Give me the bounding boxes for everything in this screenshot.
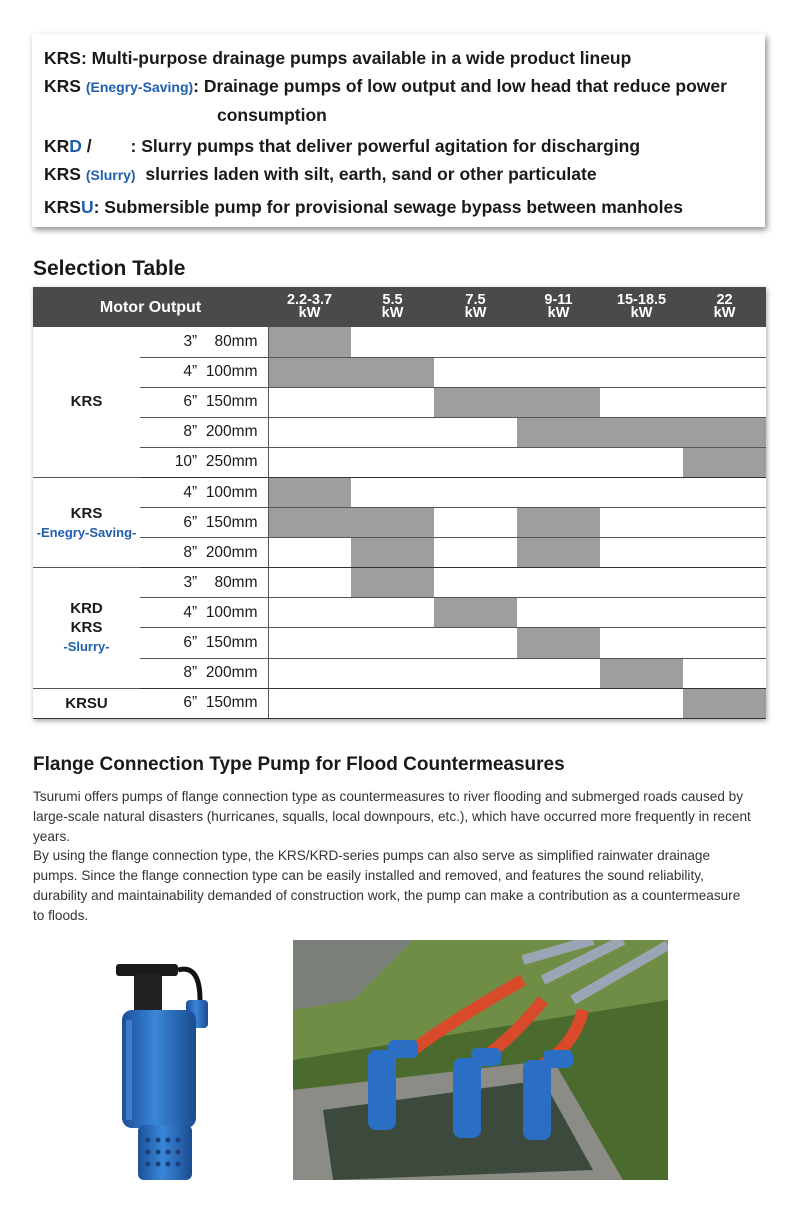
column-header: 22 kW bbox=[683, 287, 766, 327]
empty-cell bbox=[434, 477, 517, 507]
field-photo bbox=[293, 940, 668, 1180]
model-name: KRS bbox=[70, 393, 103, 411]
table-row bbox=[33, 628, 766, 658]
desc-krs bbox=[44, 44, 753, 72]
empty-cell bbox=[434, 417, 517, 447]
paragraph: Tsurumi offers pumps of flange connection type as countermeasures to river flooding and submerged roads caused by large-scale natural disasters (hurricanes, squalls, local downpours, etc.), which have occurred more frequently in recent years. bbox=[33, 789, 751, 844]
desc-text: Slurry pumps that deliver powerful agitation for discharging bbox=[141, 136, 641, 156]
size-cell: 6” 150mm bbox=[140, 628, 268, 658]
empty-cell bbox=[268, 568, 351, 598]
model-cell bbox=[33, 477, 140, 567]
size-cell: 6” 150mm bbox=[140, 508, 268, 538]
applicable-cell bbox=[517, 538, 600, 568]
size-cell: 6” 150mm bbox=[140, 387, 268, 417]
applicable-cell bbox=[600, 658, 683, 688]
empty-cell bbox=[268, 598, 351, 628]
empty-cell bbox=[683, 508, 766, 538]
applicable-cell bbox=[268, 508, 351, 538]
column-header: 2.2-3.7 kW bbox=[268, 287, 351, 327]
size-cell: 10” 250mm bbox=[140, 447, 268, 477]
table-row bbox=[33, 327, 766, 357]
size-cell: 6” 150mm bbox=[140, 688, 268, 718]
size-cell: 3” 80mm bbox=[140, 568, 268, 598]
empty-cell bbox=[434, 357, 517, 387]
empty-cell bbox=[434, 688, 517, 718]
column-header: 5.5 kW bbox=[351, 287, 434, 327]
desc-key: KRD / : bbox=[44, 136, 142, 156]
column-header: 9-11 kW bbox=[517, 287, 600, 327]
size-cell: 4” 100mm bbox=[140, 357, 268, 387]
applicable-cell bbox=[268, 327, 351, 357]
table-row bbox=[33, 538, 766, 568]
model-cell bbox=[33, 688, 140, 718]
table-row bbox=[33, 447, 766, 477]
empty-cell bbox=[351, 628, 434, 658]
empty-cell bbox=[600, 598, 683, 628]
desc-key: KRS: bbox=[44, 48, 92, 68]
applicable-cell bbox=[268, 477, 351, 507]
size-cell: 8” 200mm bbox=[140, 658, 268, 688]
flange-section-title: Flange Connection Type Pump for Flood Countermeasures bbox=[33, 754, 565, 775]
empty-cell bbox=[434, 658, 517, 688]
applicable-cell bbox=[600, 417, 683, 447]
model-cell bbox=[33, 327, 140, 477]
model-cell bbox=[33, 568, 140, 688]
table-row bbox=[33, 568, 766, 598]
applicable-cell bbox=[683, 447, 766, 477]
empty-cell bbox=[517, 568, 600, 598]
desc-text: Multi-purpose drainage pumps available in a wide product lineup bbox=[91, 48, 632, 68]
model-name: KRSU bbox=[65, 694, 108, 712]
selection-body bbox=[33, 327, 766, 718]
table-header bbox=[33, 287, 766, 327]
empty-cell bbox=[600, 387, 683, 417]
empty-cell bbox=[600, 357, 683, 387]
column-header: 15-18.5 kW bbox=[600, 287, 683, 327]
empty-cell bbox=[268, 447, 351, 477]
empty-cell bbox=[600, 508, 683, 538]
empty-cell bbox=[351, 598, 434, 628]
empty-cell bbox=[517, 477, 600, 507]
empty-cell bbox=[351, 387, 434, 417]
column-header: 7.5 kW bbox=[434, 287, 517, 327]
applicable-cell bbox=[351, 538, 434, 568]
size-cell: 4” 100mm bbox=[140, 598, 268, 628]
empty-cell bbox=[517, 447, 600, 477]
empty-cell bbox=[683, 658, 766, 688]
empty-cell bbox=[351, 327, 434, 357]
desc-krd bbox=[44, 132, 753, 160]
size-cell: 8” 200mm bbox=[140, 417, 268, 447]
model-name: KRS bbox=[70, 504, 103, 522]
model-variant: -Slurry- bbox=[63, 639, 110, 655]
empty-cell bbox=[517, 357, 600, 387]
empty-cell bbox=[434, 447, 517, 477]
applicable-cell bbox=[683, 417, 766, 447]
empty-cell bbox=[683, 327, 766, 357]
applicable-cell bbox=[351, 357, 434, 387]
applicable-cell bbox=[351, 508, 434, 538]
table-row bbox=[33, 387, 766, 417]
desc-krs-energy-saving bbox=[44, 72, 753, 101]
selection-table bbox=[33, 287, 766, 719]
empty-cell bbox=[600, 477, 683, 507]
paragraph: By using the flange connection type, the KRS/KRD-series pumps can also serve as simplified rainwater drainage pumps. Since the flange connection type can be easily installed and removed, and features the sound reliability, durability and maintainability demanded of construction work, the pump can make a contribution as a countermeasure to floods. bbox=[33, 848, 741, 923]
desc-text: slurries laden with silt, earth, sand or other particulate bbox=[145, 164, 597, 184]
empty-cell bbox=[351, 417, 434, 447]
table-row bbox=[33, 357, 766, 387]
empty-cell bbox=[268, 538, 351, 568]
table-row bbox=[33, 417, 766, 447]
empty-cell bbox=[351, 447, 434, 477]
empty-cell bbox=[683, 598, 766, 628]
empty-cell bbox=[600, 688, 683, 718]
desc-text: Drainage pumps of low output and low head that reduce power bbox=[203, 76, 727, 96]
table-row bbox=[33, 598, 766, 628]
applicable-cell bbox=[517, 417, 600, 447]
empty-cell bbox=[351, 477, 434, 507]
selection-table-title: Selection Table bbox=[33, 257, 186, 280]
table-row bbox=[33, 658, 766, 688]
flange-section-body bbox=[33, 787, 753, 926]
empty-cell bbox=[351, 688, 434, 718]
empty-cell bbox=[683, 538, 766, 568]
empty-cell bbox=[683, 387, 766, 417]
empty-cell bbox=[517, 688, 600, 718]
product-description-box bbox=[32, 34, 765, 227]
empty-cell bbox=[517, 658, 600, 688]
empty-cell bbox=[268, 628, 351, 658]
empty-cell bbox=[683, 477, 766, 507]
desc-continuation: consumption bbox=[217, 105, 327, 125]
model-name: KRS bbox=[70, 619, 103, 637]
empty-cell bbox=[600, 538, 683, 568]
empty-cell bbox=[268, 387, 351, 417]
empty-cell bbox=[683, 357, 766, 387]
empty-cell bbox=[434, 327, 517, 357]
desc-text: Submersible pump for provisional sewage bypass between manholes bbox=[104, 197, 683, 217]
empty-cell bbox=[434, 538, 517, 568]
desc-key: KRS (Enegry-Saving): bbox=[44, 76, 204, 96]
table-row bbox=[33, 508, 766, 538]
empty-cell bbox=[600, 447, 683, 477]
applicable-cell bbox=[517, 508, 600, 538]
applicable-cell bbox=[683, 688, 766, 718]
empty-cell bbox=[434, 508, 517, 538]
model-variant: -Enegry-Saving- bbox=[36, 524, 137, 540]
empty-cell bbox=[268, 688, 351, 718]
desc-krsu bbox=[44, 193, 753, 221]
size-cell: 8” 200mm bbox=[140, 538, 268, 568]
empty-cell bbox=[268, 417, 351, 447]
empty-cell bbox=[600, 327, 683, 357]
size-cell: 3” 80mm bbox=[140, 327, 268, 357]
empty-cell bbox=[600, 628, 683, 658]
empty-cell bbox=[351, 658, 434, 688]
desc-key: KRS (Slurry) bbox=[44, 164, 136, 184]
table-row bbox=[33, 477, 766, 507]
empty-cell bbox=[517, 598, 600, 628]
empty-cell bbox=[268, 658, 351, 688]
desc-krs-slurry bbox=[44, 160, 753, 189]
applicable-cell bbox=[268, 357, 351, 387]
applicable-cell bbox=[434, 387, 517, 417]
model-name: KRD bbox=[70, 600, 103, 618]
empty-cell bbox=[600, 568, 683, 598]
empty-cell bbox=[434, 628, 517, 658]
empty-cell bbox=[517, 327, 600, 357]
table-row bbox=[33, 688, 766, 718]
selection-grid bbox=[33, 287, 766, 719]
applicable-cell bbox=[517, 387, 600, 417]
size-cell: 4” 100mm bbox=[140, 477, 268, 507]
pump-illustration bbox=[108, 960, 230, 1190]
desc-key: KRSU: bbox=[44, 197, 105, 217]
empty-cell bbox=[683, 568, 766, 598]
applicable-cell bbox=[517, 628, 600, 658]
motor-output-header: Motor Output bbox=[33, 287, 268, 327]
empty-cell bbox=[434, 568, 517, 598]
applicable-cell bbox=[351, 568, 434, 598]
empty-cell bbox=[683, 628, 766, 658]
applicable-cell bbox=[434, 598, 517, 628]
